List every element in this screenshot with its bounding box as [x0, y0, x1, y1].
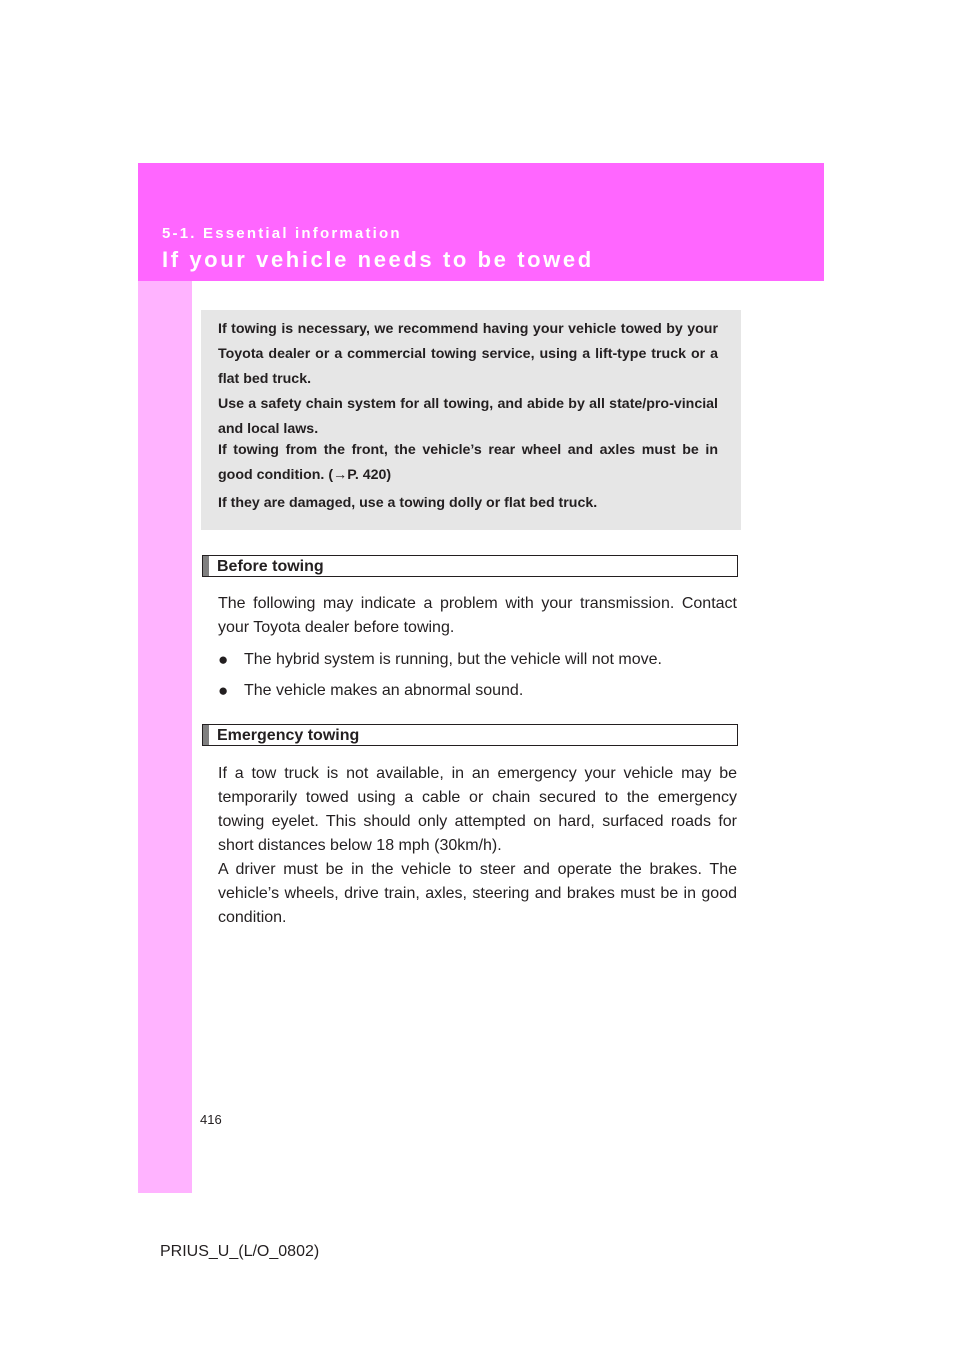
intro-paragraph-front-towing: If towing from the front, the vehicle’s rear wheel and axles must be in good condition. (→P. 420) [218, 442, 718, 483]
bullet-dot-icon: ● [218, 650, 229, 669]
subheading-before-towing [202, 555, 738, 577]
chapter-side-band [138, 163, 192, 1193]
intro-box [201, 310, 741, 530]
bullet-dot-icon: ● [218, 681, 229, 700]
intro-paragraph-lift-type: If towing is necessary, we recommend having your vehicle towed by your Toyota dealer or a commercial towing service, using a lift-type truck or a flat bed truck. [218, 321, 718, 387]
bullet-text: The vehicle makes an abnormal sound. [244, 682, 524, 699]
before-towing-paragraph: The following may indicate a problem with your transmission. Contact your Toyota dealer before towing. [218, 595, 737, 636]
subheading-tab [203, 725, 209, 745]
subheading-emergency-towing [202, 724, 738, 746]
intro-paragraph-safety-chain: Use a safety chain system for all towing, and abide by all state/pro-vincial and local laws. [218, 396, 718, 437]
document-code: PRIUS_U_(L/O_0802) [160, 1243, 320, 1260]
subheading-text: Before towing [217, 558, 324, 575]
bullet-item [218, 648, 737, 672]
page-title: If your vehicle needs to be towed [162, 247, 594, 272]
subheading-tab [203, 556, 209, 576]
emergency-towing-driver-paragraph: A driver must be in the vehicle to steer and operate the brakes. The vehicle’s wheels, drive train, axles, steering and brakes must be in good condition. [218, 861, 737, 926]
page-header [138, 163, 824, 281]
page-number: 416 [200, 1112, 222, 1127]
bullet-text: The hybrid system is running, but the vehicle will not move. [244, 651, 662, 668]
section-label: 5-1. Essential information [162, 225, 402, 242]
emergency-towing-paragraph: If a tow truck is not available, in an emergency your vehicle may be temporarily towed using a cable or chain secured to the emergency towing eyelet. This should only attempted on hard, surfaced roads for short distances below 18 mph (30km/h). [218, 765, 737, 854]
bullet-item [218, 679, 737, 703]
subheading-text: Emergency towing [217, 727, 360, 744]
intro-paragraph-damaged: If they are damaged, use a towing dolly or flat bed truck. [218, 495, 598, 511]
